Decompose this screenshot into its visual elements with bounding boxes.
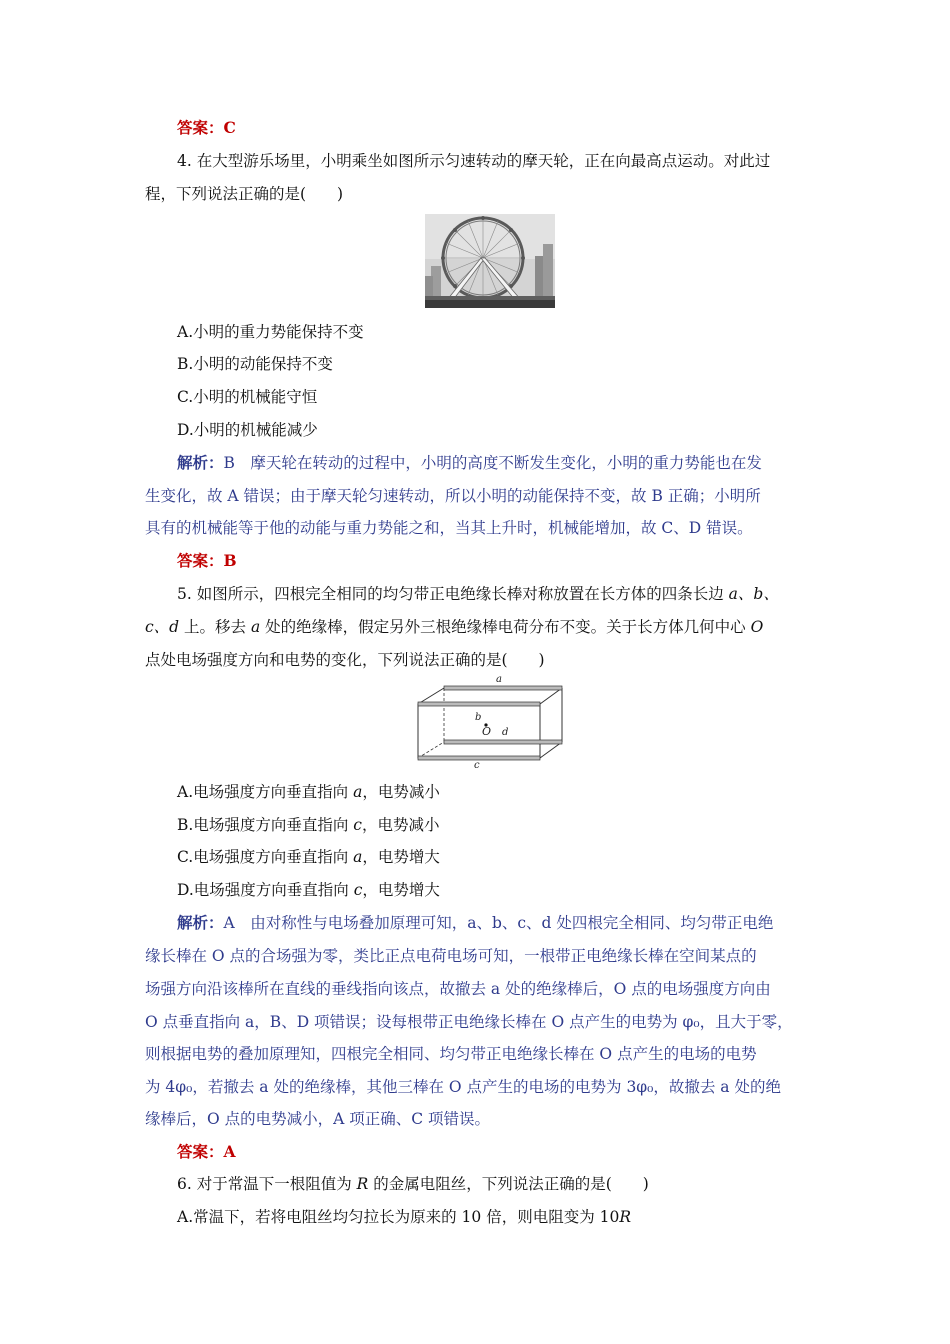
q6-stem-line1	[177, 1174, 649, 1194]
q5-option-c	[177, 847, 440, 867]
q4-analysis-line1	[177, 453, 762, 473]
q6-stem-var: R	[356, 1175, 369, 1193]
q5-stem-text: 5. 如图所示，四根完全相同的均匀带正电绝缘长棒对称放置在长方体的四条长边	[177, 585, 729, 603]
q6-stem-text: 的金属电阻丝，下列说法正确的是( )	[368, 1175, 649, 1193]
q5-analysis-line1	[177, 913, 773, 933]
analysis-text: B 摩天轮在转动的过程中，小明的高度不断发生变化，小明的重力势能也在发	[223, 454, 762, 472]
label-o: O	[482, 725, 492, 738]
option-text: A.电场强度方向垂直指向	[177, 783, 354, 801]
analysis-label: 解析：	[177, 913, 224, 932]
q5-stem-line3: 点处电场强度方向和电势的变化，下列说法正确的是( )	[145, 651, 545, 669]
q5-analysis-line3: 场强方向沿该棒所在直线的垂线指向该点，故撤去 a 处的绝缘棒后，O 点的电场强度方向由	[145, 980, 771, 998]
q4-stem-line1: 4. 在大型游乐场里，小明乘坐如图所示匀速转动的摩天轮，正在向最高点运动。对此过	[177, 152, 771, 170]
analysis-label: 解析：	[177, 453, 224, 472]
label-c: c	[474, 760, 480, 768]
q4-option-d: D.小明的机械能减少	[177, 421, 318, 439]
q5-stem-line1	[177, 584, 779, 604]
q4-analysis-line3: 具有的机械能等于他的动能与重力势能之和，当其上升时，机械能增加，故 C、D 错误。	[145, 519, 753, 537]
answer-label: 答案：	[177, 118, 224, 137]
option-var: R	[619, 1208, 632, 1226]
option-text: ，电势增大	[362, 848, 440, 866]
q5-analysis-line4: O 点垂直指向 a，B、D 项错误；设每根带正电绝缘长棒在 O 点产生的电势为 φ₀，且大于零，	[145, 1013, 793, 1031]
q5-stem-vars: c、d	[145, 618, 180, 636]
answer-q3	[177, 118, 236, 138]
q4-analysis-line2: 生变化，故 A 错误；由于摩天轮匀速转动，所以小明的动能保持不变，故 B 正确；小明所	[145, 487, 761, 505]
analysis-text: A 由对称性与电场叠加原理可知，a、b、c、d 处四根完全相同、均匀带正电绝	[223, 914, 774, 932]
answer-value: A	[223, 1142, 236, 1161]
q5-analysis-line7: 缘棒后，O 点的电势减小，A 项正确、C 项错误。	[145, 1110, 491, 1128]
q4-option-b: B.小明的动能保持不变	[177, 355, 333, 373]
q4-stem-line2: 程，下列说法正确的是( )	[145, 185, 344, 203]
answer-q5	[177, 1142, 236, 1162]
q5-option-d	[177, 880, 440, 900]
q6-stem-text: 6. 对于常温下一根阻值为	[177, 1175, 357, 1193]
ferris-wheel-photo	[425, 214, 555, 308]
q5-stem-vars: a、b、	[728, 585, 779, 603]
answer-label: 答案：	[177, 1142, 224, 1161]
q5-stem-var: O	[750, 618, 764, 636]
q5-option-b	[177, 815, 439, 835]
answer-q4	[177, 551, 237, 571]
q5-stem-line2	[145, 617, 763, 637]
q5-stem-text: 上。移去	[179, 618, 251, 636]
q5-analysis-line5: 则根据电势的叠加原理知，四根完全相同、均匀带正电绝缘长棒在 O 点产生的电场的电势	[145, 1045, 757, 1063]
q4-option-a: A.小明的重力势能保持不变	[177, 323, 364, 341]
q4-option-c: C.小明的机械能守恒	[177, 388, 318, 406]
q5-option-a	[177, 782, 440, 802]
label-d: d	[502, 727, 509, 738]
option-text: ，电势减小	[361, 816, 440, 834]
option-var: c	[353, 881, 363, 899]
q5-stem-var: a	[250, 618, 261, 636]
q6-option-a	[177, 1207, 631, 1227]
option-var: a	[353, 848, 363, 866]
cuboid-diagram	[416, 676, 566, 768]
option-var: c	[353, 816, 362, 834]
option-var: a	[353, 783, 363, 801]
q5-stem-text: 处的绝缘棒，假定另外三根绝缘棒电荷分布不变。关于长方体几何中心	[260, 618, 751, 636]
q5-analysis-line6: 为 4φ₀，若撤去 a 处的绝缘棒，其他三棒在 O 点产生的电场的电势为 3φ₀，故撤去 a 处的绝	[145, 1078, 781, 1096]
option-text: A.常温下，若将电阻丝均匀拉长为原来的 10 倍，则电阻变为 10	[177, 1208, 620, 1226]
answer-value: C	[223, 118, 236, 137]
option-text: ，电势减小	[362, 783, 440, 801]
answer-label: 答案：	[177, 551, 224, 570]
option-text: D.电场强度方向垂直指向	[177, 881, 354, 899]
label-a: a	[496, 676, 502, 685]
answer-value: B	[223, 551, 237, 570]
label-b: b	[475, 712, 482, 723]
option-text: ，电势增大	[362, 881, 440, 899]
option-text: C.电场强度方向垂直指向	[177, 848, 354, 866]
q5-analysis-line2: 缘长棒在 O 点的合场强为零，类比正点电荷电场可知，一根带正电绝缘长棒在空间某点的	[145, 947, 757, 965]
option-text: B.电场强度方向垂直指向	[177, 816, 354, 834]
